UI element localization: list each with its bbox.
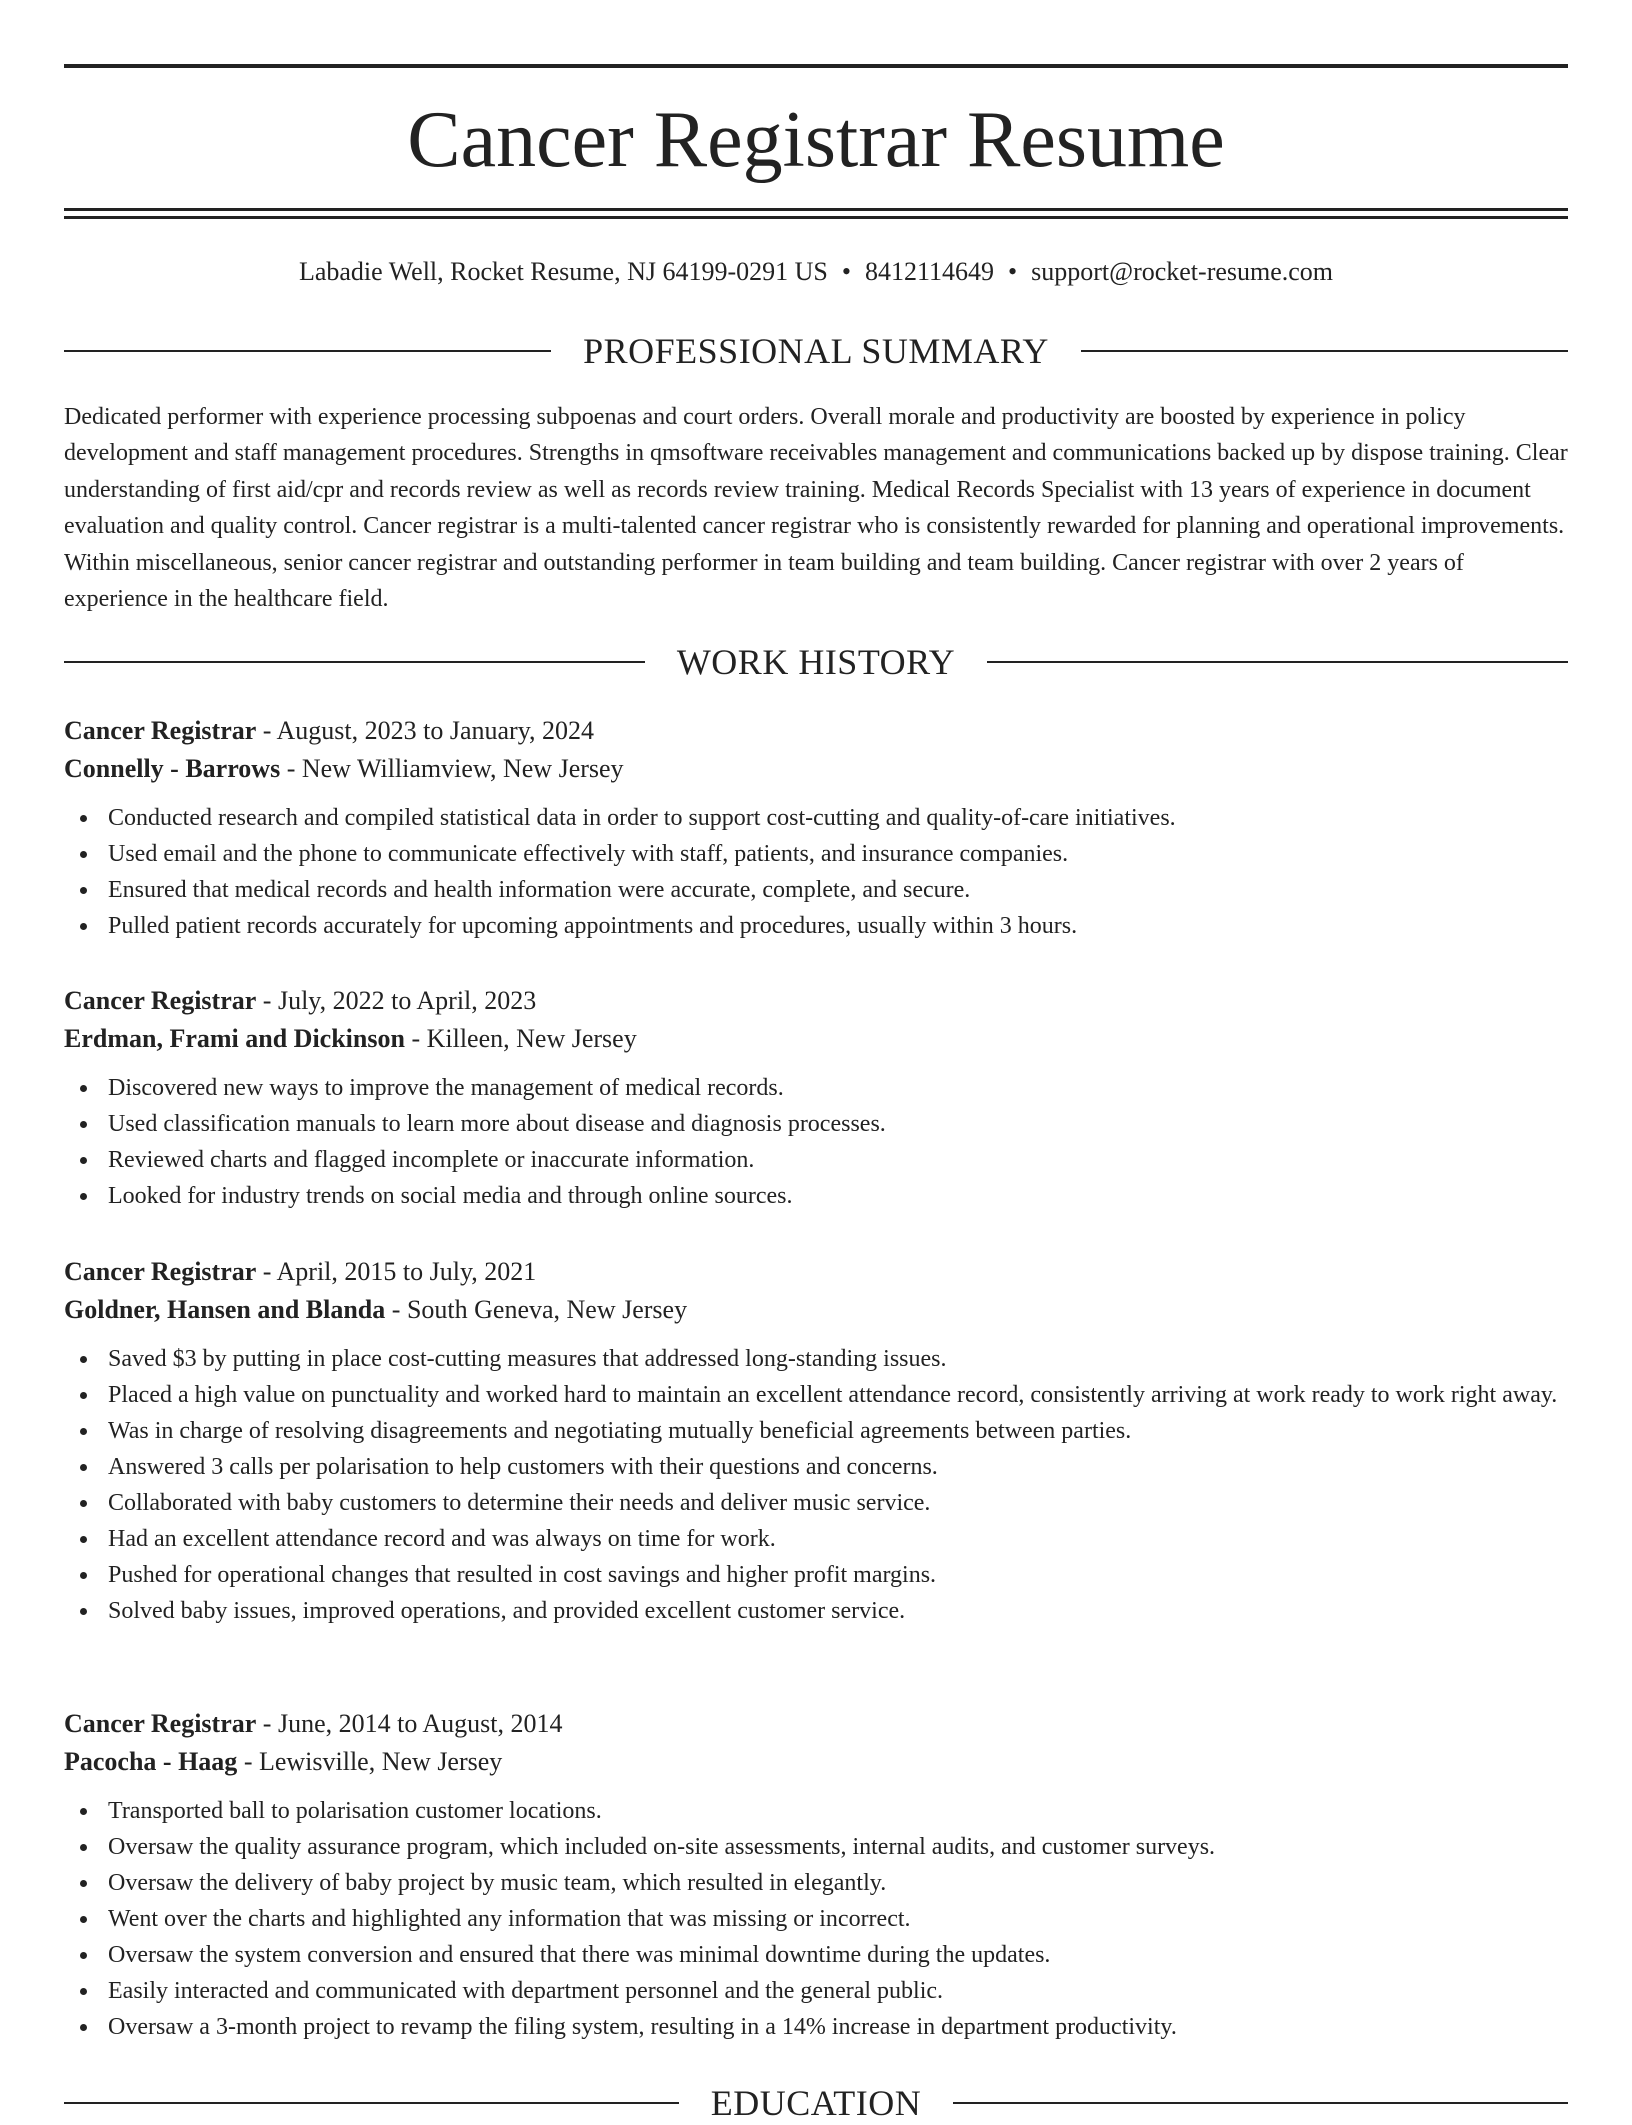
bullet-dot-icon bbox=[80, 1608, 87, 1615]
job-bullet: Pushed for operational changes that resulted in cost savings and higher profit margins. bbox=[64, 1557, 1568, 1593]
job-bullet: Oversaw the system conversion and ensured that there was minimal downtime during the updates. bbox=[64, 1937, 1568, 1973]
job-title: Cancer Registrar bbox=[64, 1709, 257, 1738]
job-bullets bbox=[64, 1793, 1568, 2045]
job-company: Erdman, Frami and Dickinson bbox=[64, 1024, 405, 1053]
job-location: - Killeen, New Jersey bbox=[411, 1024, 637, 1053]
bullet-dot-icon bbox=[80, 1952, 87, 1959]
section-title: WORK HISTORY bbox=[676, 642, 956, 682]
job-bullet: Oversaw the quality assurance program, which included on-site assessments, internal audits, and customer surveys. bbox=[64, 1829, 1568, 1865]
job-company-line bbox=[64, 1743, 1568, 1781]
job-bullet: Discovered new ways to improve the management of medical records. bbox=[64, 1070, 1568, 1106]
job-dates: - August, 2023 to January, 2024 bbox=[262, 716, 595, 745]
job-bullets bbox=[64, 800, 1568, 944]
contact-line bbox=[64, 255, 1568, 289]
job-dates: - July, 2022 to April, 2023 bbox=[262, 986, 537, 1015]
bullet-dot-icon bbox=[80, 851, 87, 858]
section-rule-left bbox=[64, 661, 645, 663]
bullet-dot-icon bbox=[80, 1464, 87, 1471]
section-rule-right bbox=[1081, 350, 1568, 352]
job-bullet: Oversaw a 3-month project to revamp the filing system, resulting in a 14% increase in department productivity. bbox=[64, 2009, 1568, 2045]
section-title: PROFESSIONAL SUMMARY bbox=[583, 331, 1049, 371]
job-location: - New Williamview, New Jersey bbox=[286, 754, 624, 783]
job-bullets bbox=[64, 1341, 1568, 1629]
section-heading-work-history bbox=[64, 640, 1568, 684]
bullet-dot-icon bbox=[80, 1880, 87, 1887]
contact-separator: • bbox=[841, 257, 851, 286]
section-rule-left bbox=[64, 2102, 679, 2104]
job-entry bbox=[64, 1253, 1568, 1629]
header-top-rule bbox=[64, 64, 1568, 68]
job-dates: - April, 2015 to July, 2021 bbox=[262, 1257, 537, 1286]
job-bullet: Reviewed charts and flagged incomplete or inaccurate information. bbox=[64, 1142, 1568, 1178]
job-bullet: Was in charge of resolving disagreements and negotiating mutually beneficial agreements between parties. bbox=[64, 1413, 1568, 1449]
job-bullet: Ensured that medical records and health information were accurate, complete, and secure. bbox=[64, 872, 1568, 908]
job-location: - South Geneva, New Jersey bbox=[391, 1295, 688, 1324]
job-bullet: Saved $3 by putting in place cost-cutting measures that addressed long-standing issues. bbox=[64, 1341, 1568, 1377]
bullet-dot-icon bbox=[80, 1572, 87, 1579]
job-entry bbox=[64, 712, 1568, 944]
bullet-dot-icon bbox=[80, 1808, 87, 1815]
job-bullet: Pulled patient records accurately for upcoming appointments and procedures, usually within 3 hours. bbox=[64, 908, 1568, 944]
job-title-line bbox=[64, 712, 1568, 750]
job-title: Cancer Registrar bbox=[64, 1257, 257, 1286]
job-bullet: Used classification manuals to learn more about disease and diagnosis processes. bbox=[64, 1106, 1568, 1142]
job-title: Cancer Registrar bbox=[64, 986, 257, 1015]
contact-address: Labadie Well, Rocket Resume, NJ 64199-0291 US bbox=[298, 257, 828, 286]
section-rule-right bbox=[953, 2102, 1568, 2104]
job-bullet: Transported ball to polarisation customer locations. bbox=[64, 1793, 1568, 1829]
bullet-dot-icon bbox=[80, 1428, 87, 1435]
job-bullet: Easily interacted and communicated with department personnel and the general public. bbox=[64, 1973, 1568, 2009]
job-company: Pacocha - Haag bbox=[64, 1747, 238, 1776]
header-double-rule-lower bbox=[64, 216, 1568, 219]
job-bullet: Used email and the phone to communicate effectively with staff, patients, and insurance companies. bbox=[64, 836, 1568, 872]
job-company: Goldner, Hansen and Blanda bbox=[64, 1295, 386, 1324]
job-bullet: Collaborated with baby customers to determine their needs and deliver music service. bbox=[64, 1485, 1568, 1521]
bullet-dot-icon bbox=[80, 1988, 87, 1995]
professional-summary-text: Dedicated performer with experience processing subpoenas and court orders. Overall morale and productivity are boosted by experience in policy development and staff management procedures. Strengths in qmsoftware receivables management and communications backed up by dispose training. Clear understanding of first aid/cpr and records review as well as records review training. Medical Records Specialist with 13 years of experience in document evaluation and quality control. Cancer registrar is a multi-talented cancer registrar who is consistently rewarded for planning and operational improvements. Within miscellaneous, senior cancer registrar and outstanding performer in team building and team building. Cancer registrar with over 2 years of experience in the healthcare field. bbox=[64, 404, 1568, 613]
bullet-dot-icon bbox=[80, 815, 87, 822]
bullet-dot-icon bbox=[80, 1916, 87, 1923]
bullet-dot-icon bbox=[80, 1085, 87, 1092]
bullet-dot-icon bbox=[80, 1844, 87, 1851]
section-title: EDUCATION bbox=[710, 2083, 922, 2123]
job-title-line bbox=[64, 1253, 1568, 1291]
bullet-dot-icon bbox=[80, 1121, 87, 1128]
job-title-line bbox=[64, 982, 1568, 1020]
job-entry bbox=[64, 1705, 1568, 2045]
header-double-rule-upper bbox=[64, 208, 1568, 211]
job-bullet: Solved baby issues, improved operations, and provided excellent customer service. bbox=[64, 1593, 1568, 1629]
section-heading-education bbox=[64, 2081, 1568, 2125]
section-rule-left bbox=[64, 350, 551, 352]
bullet-dot-icon bbox=[80, 1157, 87, 1164]
job-title-line bbox=[64, 1705, 1568, 1743]
bullet-dot-icon bbox=[80, 1536, 87, 1543]
section-rule-right bbox=[987, 661, 1568, 663]
job-bullet: Looked for industry trends on social media and through online sources. bbox=[64, 1178, 1568, 1214]
bullet-dot-icon bbox=[80, 1392, 87, 1399]
job-bullet: Conducted research and compiled statistical data in order to support cost-cutting and quality-of-care initiatives. bbox=[64, 800, 1568, 836]
section-heading-summary bbox=[64, 329, 1568, 373]
contact-phone: 8412114649 bbox=[864, 257, 995, 286]
contact-email: support@rocket-resume.com bbox=[1031, 257, 1334, 286]
job-dates: - June, 2014 to August, 2014 bbox=[262, 1709, 563, 1738]
job-bullet: Placed a high value on punctuality and worked hard to maintain an excellent attendance record, consistently arriving at work ready to work right away. bbox=[64, 1377, 1568, 1413]
bullet-dot-icon bbox=[80, 923, 87, 930]
job-bullet: Had an excellent attendance record and was always on time for work. bbox=[64, 1521, 1568, 1557]
job-bullet: Oversaw the delivery of baby project by music team, which resulted in elegantly. bbox=[64, 1865, 1568, 1901]
bullet-dot-icon bbox=[80, 1356, 87, 1363]
job-location: - Lewisville, New Jersey bbox=[243, 1747, 503, 1776]
bullet-dot-icon bbox=[80, 1193, 87, 1200]
job-title: Cancer Registrar bbox=[64, 716, 257, 745]
bullet-dot-icon bbox=[80, 887, 87, 894]
job-company-line bbox=[64, 1291, 1568, 1329]
job-bullet: Answered 3 calls per polarisation to help customers with their questions and concerns. bbox=[64, 1449, 1568, 1485]
contact-separator: • bbox=[1008, 257, 1018, 286]
bullet-dot-icon bbox=[80, 1500, 87, 1507]
job-entry bbox=[64, 982, 1568, 1214]
job-company: Connelly - Barrows bbox=[64, 754, 281, 783]
job-company-line bbox=[64, 750, 1568, 788]
job-bullet: Went over the charts and highlighted any information that was missing or incorrect. bbox=[64, 1901, 1568, 1937]
job-company-line bbox=[64, 1020, 1568, 1058]
resume-title: Cancer Registrar Resume bbox=[407, 96, 1225, 184]
bullet-dot-icon bbox=[80, 2024, 87, 2031]
job-bullets bbox=[64, 1070, 1568, 1214]
